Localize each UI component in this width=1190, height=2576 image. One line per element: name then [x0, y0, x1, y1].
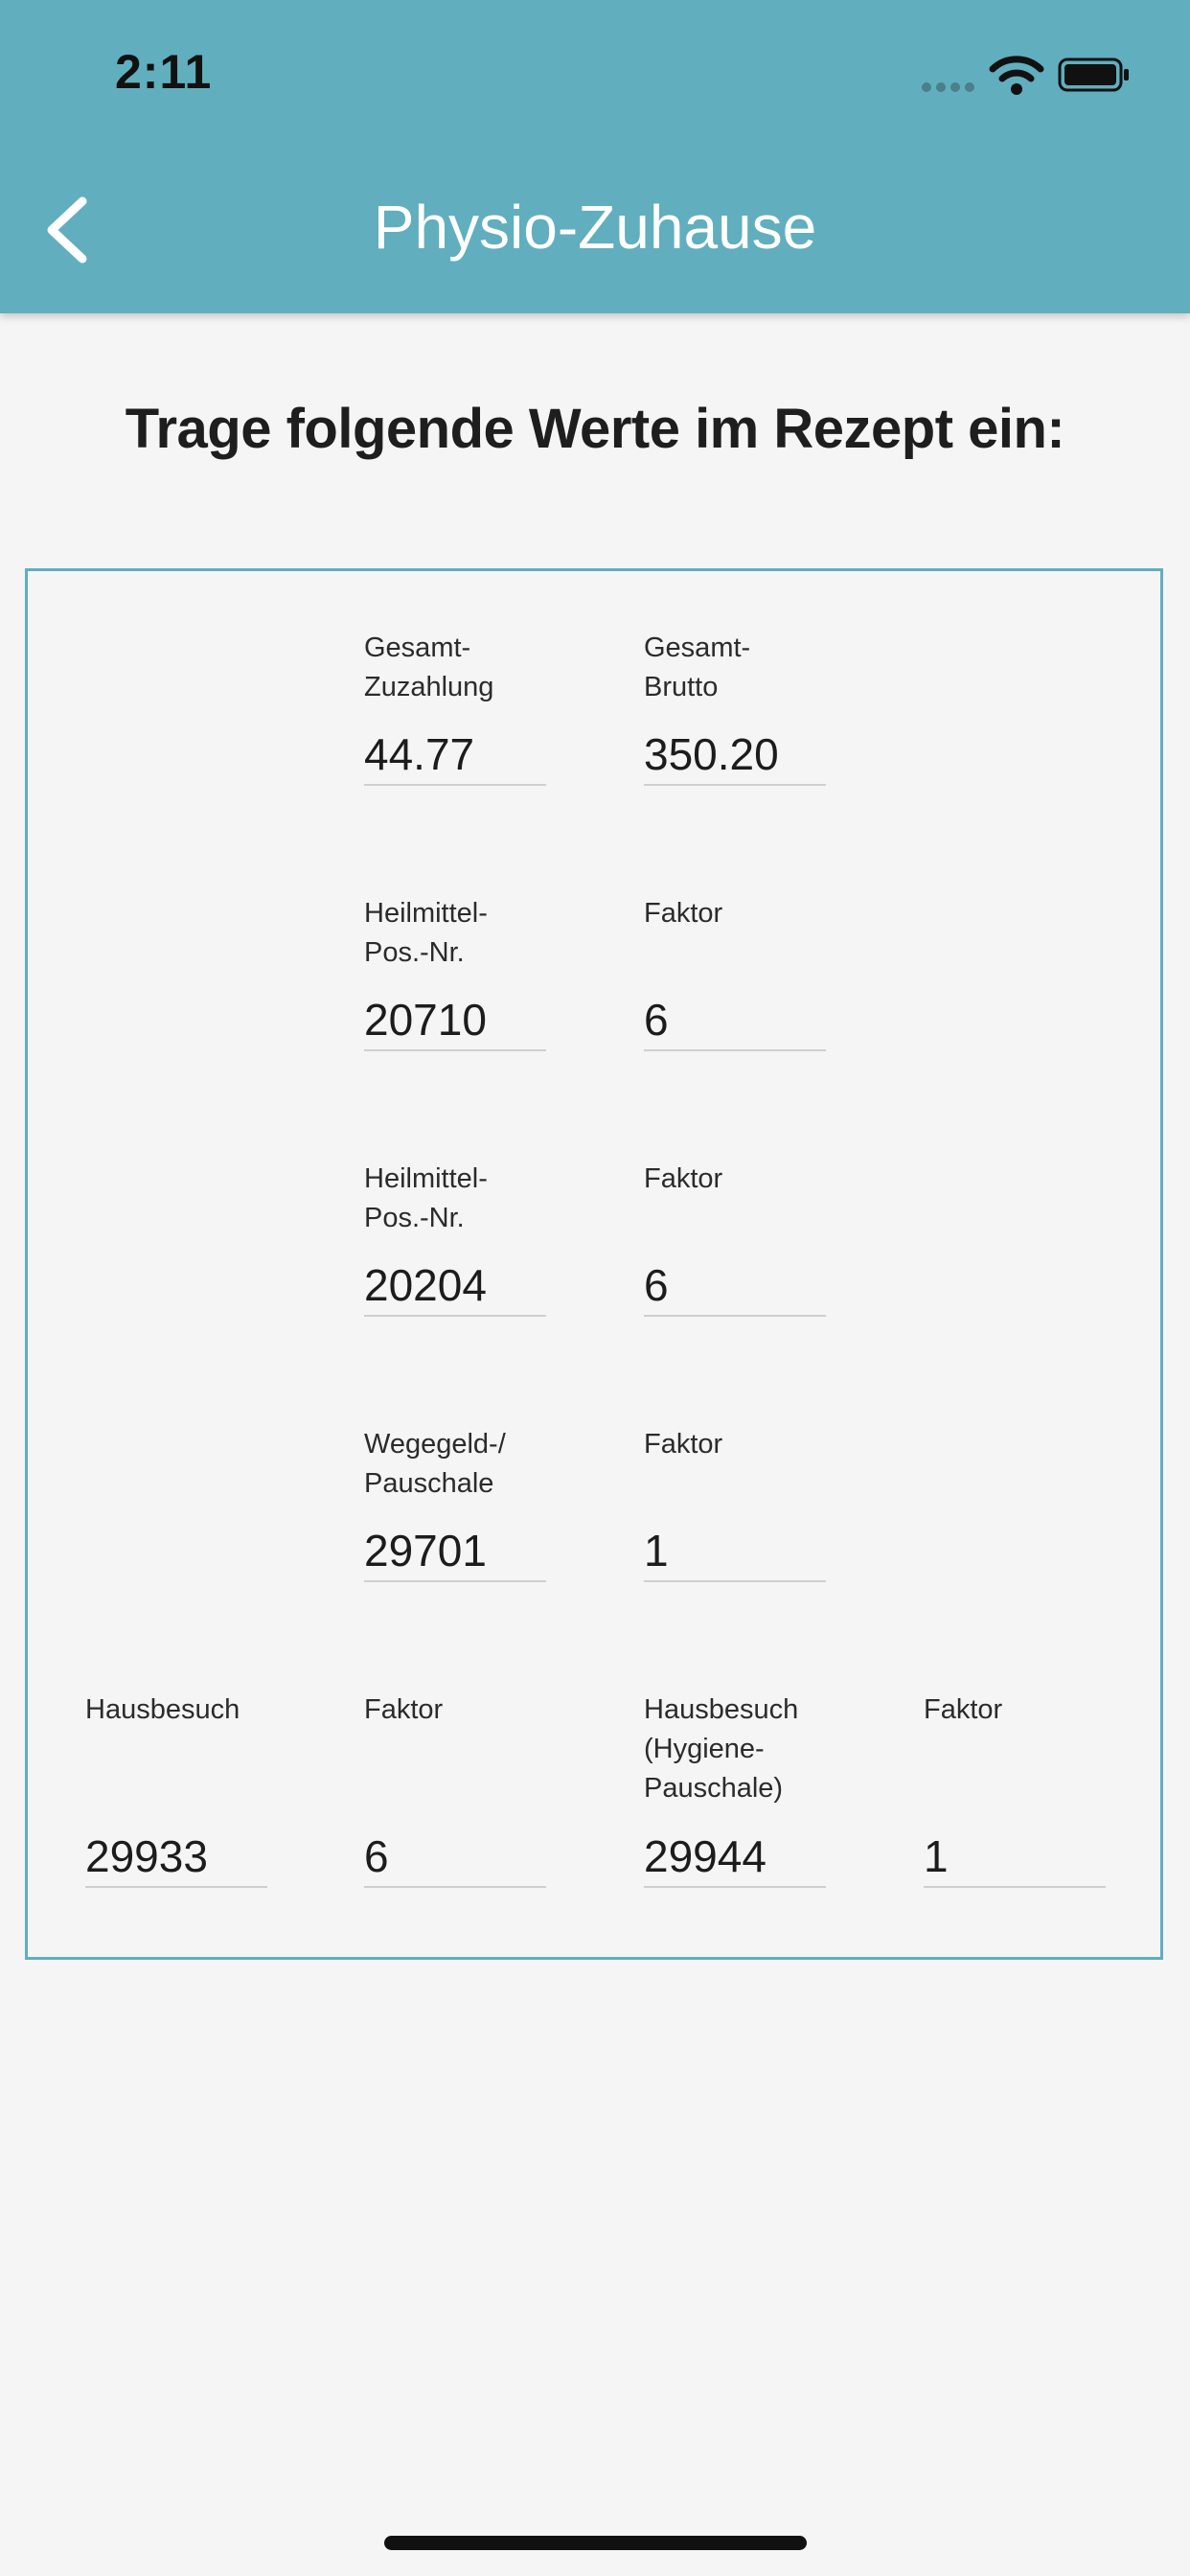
faktor-1-field — [644, 894, 826, 933]
hausbesuch-field — [85, 1690, 267, 1730]
hausbesuch-label: Hausbesuch — [85, 1694, 240, 1725]
faktor-5-label: Faktor — [924, 1694, 1003, 1725]
gesamt-brutto-field — [644, 629, 826, 707]
faktor-1-input[interactable] — [644, 990, 826, 1051]
gesamt-zuzahlung-field — [364, 629, 546, 707]
heilmittel-pos-nr-1-label: Heilmittel- Pos.-Nr. — [364, 898, 488, 968]
status-time: 2:11 — [115, 45, 213, 99]
heilmittel-pos-nr-1-input[interactable] — [364, 990, 546, 1051]
gesamt-zuzahlung-label: Gesamt- Zuzahlung — [364, 632, 494, 702]
wifi-icon — [989, 54, 1044, 96]
faktor-2-input[interactable] — [644, 1255, 826, 1317]
gesamt-brutto-label: Gesamt- Brutto — [644, 632, 751, 702]
faktor-2-field — [644, 1160, 826, 1199]
faktor-5-field — [924, 1690, 1106, 1730]
faktor-3-field — [644, 1425, 826, 1464]
heilmittel-pos-nr-1-field — [364, 894, 546, 973]
hausbesuch-hygiene-field — [644, 1690, 826, 1808]
faktor-4-label: Faktor — [364, 1694, 444, 1725]
faktor-4-field — [364, 1690, 546, 1730]
hausbesuch-hygiene-input[interactable] — [644, 1827, 826, 1888]
app-header — [0, 0, 1190, 313]
faktor-5-input[interactable] — [924, 1827, 1106, 1888]
gesamt-zuzahlung-input[interactable] — [364, 724, 546, 786]
heilmittel-pos-nr-2-field — [364, 1160, 546, 1238]
battery-icon — [1058, 58, 1131, 92]
faktor-3-label: Faktor — [644, 1429, 723, 1460]
hausbesuch-input[interactable] — [85, 1827, 267, 1888]
wegegeld-pauschale-input[interactable] — [364, 1521, 546, 1582]
faktor-2-label: Faktor — [644, 1163, 723, 1194]
gesamt-brutto-input[interactable] — [644, 724, 826, 786]
heilmittel-pos-nr-2-label: Heilmittel- Pos.-Nr. — [364, 1163, 488, 1233]
faktor-4-input[interactable] — [364, 1827, 546, 1888]
heilmittel-pos-nr-2-input[interactable] — [364, 1255, 546, 1317]
home-indicator[interactable] — [384, 2536, 807, 2550]
faktor-3-input[interactable] — [644, 1521, 826, 1582]
hausbesuch-hygiene-label: Hausbesuch (Hygiene- Pauschale) — [644, 1694, 799, 1804]
cellular-signal-icon — [922, 82, 975, 94]
wegegeld-pauschale-label: Wegegeld-/ Pauschale — [364, 1429, 506, 1499]
wegegeld-pauschale-field — [364, 1425, 546, 1504]
app-title: Physio-Zuhause — [373, 193, 817, 262]
instruction-heading: Trage folgende Werte im Rezept ein: — [125, 398, 1065, 460]
faktor-1-label: Faktor — [644, 898, 723, 929]
prescription-values-card — [25, 568, 1163, 1960]
